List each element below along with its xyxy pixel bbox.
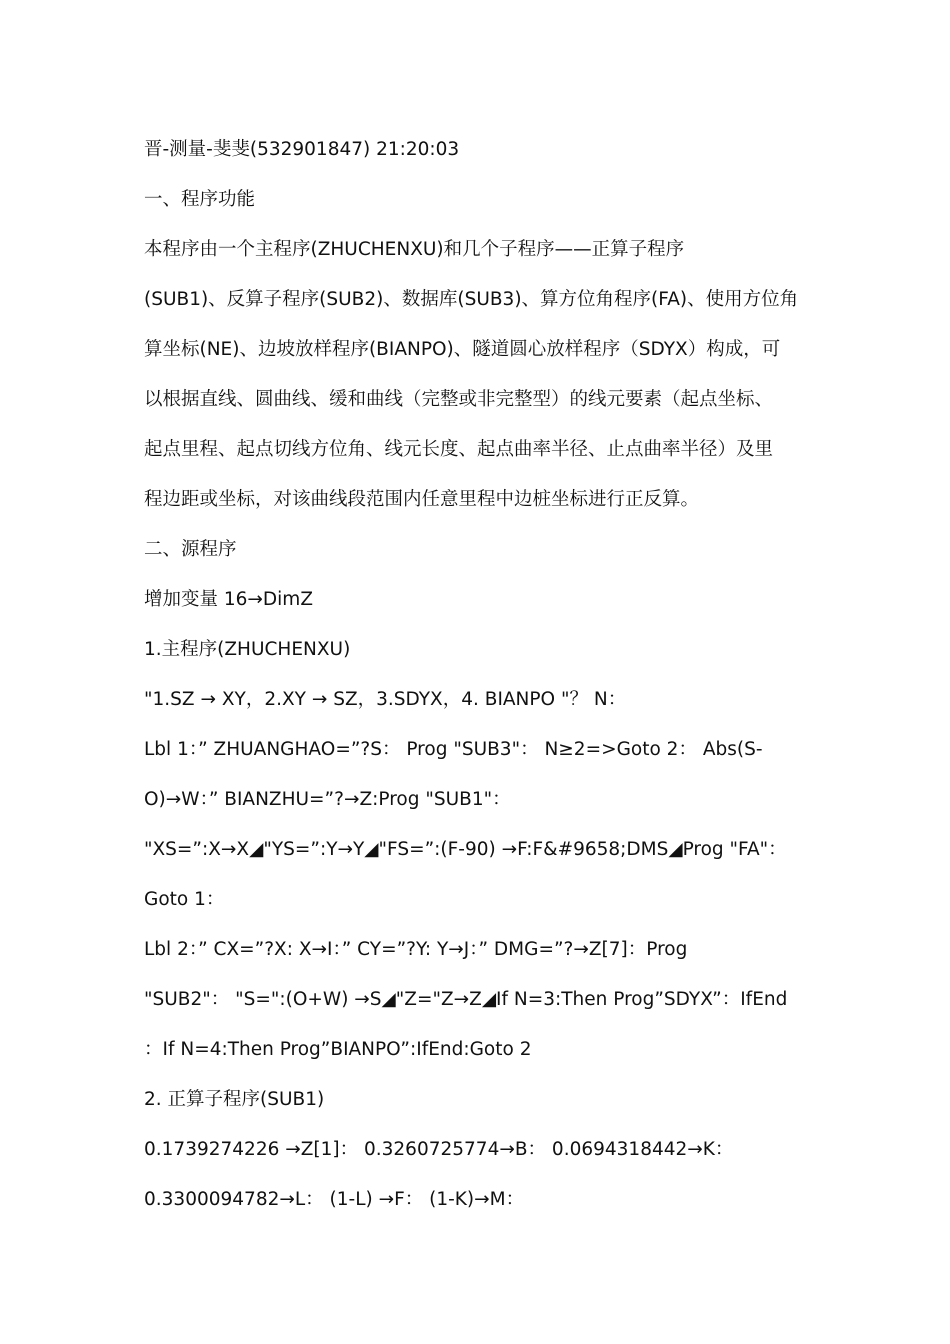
text-line-code: Lbl 2：” CX=”?X: X→I：” CY=”?Y: Y→J：” DMG=”?→Z[7]：Prog <box>144 939 688 960</box>
text-line-code: "SUB2"： "S=":(O+W) →S◢"Z="Z→Z◢If N=3:Then Prog”SDYX”：IfEnd <box>144 989 788 1010</box>
text-line-paragraph: 程边距或坐标，对该曲线段范围内任意里程中边桩坐标进行正反算。 <box>144 489 700 510</box>
text-line-header: 晋-测量-斐斐(532901847) 21:20:03 <box>144 139 460 160</box>
text-line-code: 0.3300094782→L： (1-L) →F： (1-K)→M： <box>144 1189 525 1210</box>
text-line-section-1-heading: 一、程序功能 <box>144 189 256 210</box>
text-line-code: ：If N=4:Then Prog”BIANPO”:IfEnd:Goto 2 <box>144 1039 532 1060</box>
text-line-code: Lbl 1：” ZHUANGHAO=”?S： Prog "SUB3"： N≥2=>Goto 2： Abs(S- <box>144 739 763 760</box>
text-line-subheading: 2. 正算子程序(SUB1) <box>144 1089 325 1110</box>
text-line-paragraph: (SUB1)、反算子程序(SUB2)、数据库(SUB3)、算方位角程序(FA)、使用方位角 <box>144 289 799 310</box>
text-line-code: 增加变量 16→DimZ <box>144 589 314 610</box>
text-line-paragraph: 本程序由一个主程序(ZHUCHENXU)和几个子程序——正算子程序 <box>144 239 685 260</box>
text-line-paragraph: 起点里程、起点切线方位角、线元长度、起点曲率半径、止点曲率半径）及里 <box>144 439 774 460</box>
text-line-paragraph: 算坐标(NE)、边坡放样程序(BIANPO)、隧道圆心放样程序（SDYX）构成，可 <box>144 339 781 360</box>
text-line-code: 0.1739274226 →Z[1]： 0.3260725774→B： 0.0694318442→K： <box>144 1139 734 1160</box>
text-line-code: O)→W：” BIANZHU=”?→Z:Prog "SUB1"： <box>144 789 511 810</box>
text-line-code: Goto 1： <box>144 889 225 910</box>
text-line-section-2-heading: 二、源程序 <box>144 539 237 560</box>
text-line-paragraph: 以根据直线、圆曲线、缓和曲线（完整或非完整型）的线元要素（起点坐标、 <box>144 389 774 410</box>
text-line-code: "XS=”:X→X◢"YS=”:Y→Y◢"FS=”:(F-90) →F:F&#9658;DMS◢Prog "FA"： <box>144 839 787 860</box>
text-line-code: "1.SZ → XY，2.XY → SZ，3.SDYX，4. BIANPO "？ N： <box>144 689 627 710</box>
text-line-subheading: 1.主程序(ZHUCHENXU) <box>144 639 351 660</box>
